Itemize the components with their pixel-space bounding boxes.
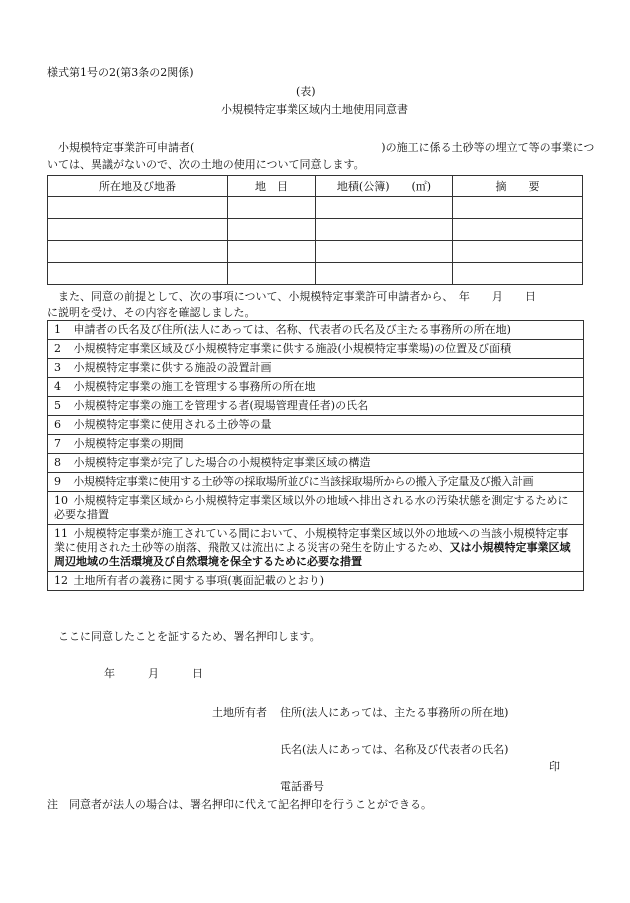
list-item — [48, 435, 583, 454]
header-location: 所在地及び地番 — [48, 176, 228, 197]
seal-mark: 印 — [549, 760, 560, 773]
footnote: 注 同意者が法人の場合は、署名押印に代えて記名押印を行うことができる。 — [47, 798, 432, 811]
cell-land-category[interactable] — [228, 263, 316, 285]
intro-line-1: 小規模特定事業許可申請者( )の施工に係る土砂等の埋立て等の事業につ — [58, 141, 595, 154]
cell-remarks[interactable] — [453, 219, 583, 241]
cell-remarks[interactable] — [453, 263, 583, 285]
cell-location[interactable] — [48, 241, 228, 263]
phone-label: 電話番号 — [280, 780, 324, 793]
item-text: 小規模特定事業区域から小規模特定事業区域以外の地域へ排出される水の汚染状態を測定するために必要な措置 — [54, 494, 569, 521]
item-number: 1 — [54, 323, 61, 336]
cell-remarks[interactable] — [453, 241, 583, 263]
item-text: 小規模特定事業の期間 — [73, 437, 184, 450]
page-title: 小規模特定事業区域内土地使用同意書 — [221, 103, 408, 116]
cell-location[interactable] — [48, 197, 228, 219]
item-text: 小規模特定事業が施工されている間において、小規模特定事業区域以外の地域への当該小規模特定事業に使用された土砂等の崩落、飛散又は流出による災害の発生を防止するため、 — [54, 527, 569, 554]
cell-land-category[interactable] — [228, 219, 316, 241]
list-item — [48, 454, 583, 473]
cell-remarks[interactable] — [453, 197, 583, 219]
explained-items-list — [47, 320, 584, 591]
item-text: 小規模特定事業が完了した場合の小規模特定事業区域の構造 — [73, 456, 371, 469]
list-item — [48, 525, 583, 572]
side-label: (表) — [296, 85, 316, 98]
signature-date[interactable]: 年 月 日 — [104, 667, 203, 680]
premise-line-1: また、同意の前提として、次の事項について、小規模特定事業許可申請者から、 年 月 日 — [58, 290, 536, 303]
item-number: 5 — [54, 399, 61, 412]
item-text: 小規模特定事業の施工を管理する事務所の所在地 — [73, 380, 316, 393]
certify-statement: ここに同意したことを証するため、署名押印します。 — [58, 630, 321, 643]
table-row — [48, 219, 583, 241]
item-text: 申請者の氏名及び住所(法人にあっては、名称、代表者の氏名及び主たる事務所の所在地) — [73, 323, 511, 336]
item-text: 小規模特定事業の施工を管理する者(現場管理責任者)の氏名 — [73, 399, 369, 412]
land-table — [47, 175, 583, 285]
item-text: 小規模特定事業に使用される土砂等の量 — [73, 418, 272, 431]
item-number: 4 — [54, 380, 61, 393]
table-row — [48, 197, 583, 219]
item-number: 11 — [54, 527, 68, 540]
list-item — [48, 359, 583, 378]
item-text: 小規模特定事業に使用する土砂等の採取場所並びに当該採取場所からの搬入予定量及び搬入計画 — [73, 475, 534, 488]
cell-area[interactable] — [316, 263, 453, 285]
list-item — [48, 492, 583, 525]
list-item — [48, 378, 583, 397]
item-text: 土地所有者の義務に関する事項(裏面記載のとおり) — [73, 574, 325, 587]
item-number: 8 — [54, 456, 61, 469]
cell-area[interactable] — [316, 197, 453, 219]
list-item — [48, 572, 583, 590]
cell-land-category[interactable] — [228, 241, 316, 263]
cell-location[interactable] — [48, 219, 228, 241]
address-label: 住所(法人にあっては、主たる事務所の所在地) — [280, 706, 509, 719]
item-number: 3 — [54, 361, 61, 374]
name-label: 氏名(法人にあっては、名称及び代表者の氏名) — [280, 743, 509, 756]
item-text: 小規模特定事業区域及び小規模特定事業に供する施設(小規模特定事業場)の位置及び面積 — [73, 342, 512, 355]
list-item — [48, 416, 583, 435]
item-text-emphasis: 又は小規模特定事業区域周辺地域の生活環境及び自然環境を保全するために必要な措置 — [54, 541, 571, 568]
item-number: 12 — [54, 574, 68, 587]
premise-line-2: に説明を受け、その内容を確認しました。 — [47, 306, 256, 319]
cell-land-category[interactable] — [228, 197, 316, 219]
form-number: 様式第1号の2(第3条の2関係) — [47, 66, 194, 79]
list-item — [48, 397, 583, 416]
intro-line-2: いては、異議がないので、次の土地の使用について同意します。 — [47, 158, 365, 171]
list-item — [48, 340, 583, 359]
cell-area[interactable] — [316, 241, 453, 263]
item-number: 9 — [54, 475, 61, 488]
item-number: 7 — [54, 437, 61, 450]
item-text: 小規模特定事業に供する施設の設置計画 — [73, 361, 272, 374]
item-number: 2 — [54, 342, 61, 355]
header-land-category: 地 目 — [228, 176, 316, 197]
header-area: 地積(公簿) (㎡) — [316, 176, 453, 197]
owner-label: 土地所有者 — [212, 706, 267, 719]
table-row — [48, 241, 583, 263]
cell-location[interactable] — [48, 263, 228, 285]
land-table-header — [48, 176, 583, 197]
header-remarks: 摘 要 — [453, 176, 583, 197]
list-item — [48, 321, 583, 340]
table-row — [48, 263, 583, 285]
cell-area[interactable] — [316, 219, 453, 241]
item-number: 6 — [54, 418, 61, 431]
list-item — [48, 473, 583, 492]
item-number: 10 — [54, 494, 68, 507]
